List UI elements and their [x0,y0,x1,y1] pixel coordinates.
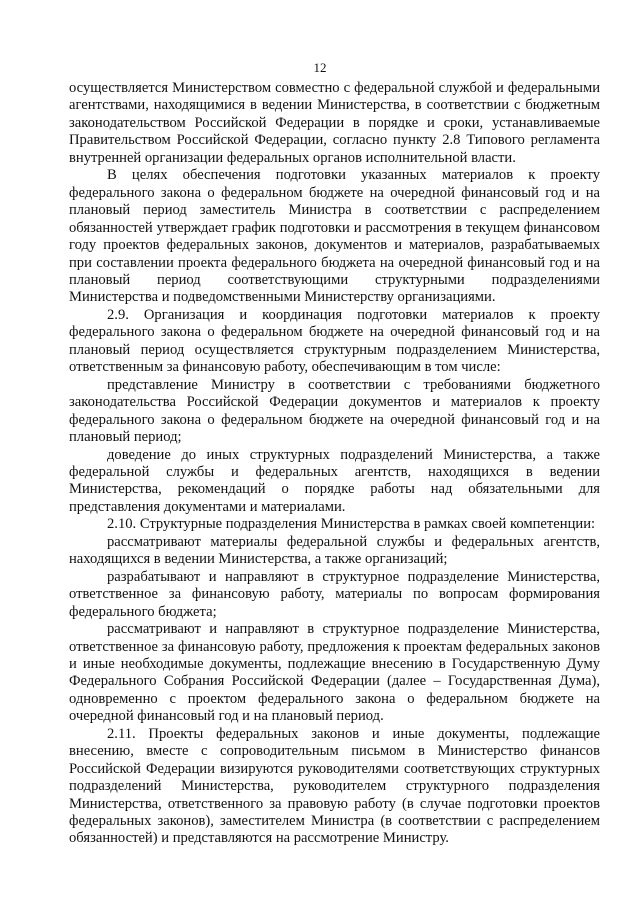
paragraph-continuation: осуществляется Министерством совместно с федеральной службой и федеральными агентствами, находящимися в ведении Министерства, в соответствии с бюджетным законодательством Российской Федерации в порядке и сроки, устанавливаемые Правительством Российской Федерации, согласно пункту 2.8 Типового регламента внутренней организации федеральных органов исполнительной власти. [69,80,600,166]
paragraph-clause-2-11: 2.11. Проекты федеральных законов и иные документы, подлежащие внесению, вместе с сопроводительным письмом в Министерство финансов Российской Федерации визируются руководителями соответствующих структурных подразделений Министерства, руководителем структурного подразделения Министерства, ответственного за правовую работу (в случае подготовки проектов федеральных законов), заместителем Министра (в соответствии с распределением обязанностей) и представляются на рассмотрение Министру. [69,725,600,847]
document-body [69,80,600,848]
page-number: 12 [313,60,327,75]
paragraph-clause-2-10: 2.10. Структурные подразделения Министерства в рамках своей компетенции: [107,516,596,533]
paragraph: представление Министру в соответствии с требованиями бюджетного законодательства Российской Федерации документов и материалов к проекту федерального закона о федеральном бюджете на очередной финансовый год и на плановый период; [69,376,600,446]
paragraph-clause-2-9: 2.9. Организация и координация подготовки материалов к проекту федерального закона о федеральном бюджете на очередной финансовый год и на плановый период осуществляется структурным подразделением Министерства, ответственным за финансовую работу, обеспечивающим в том числе: [69,306,600,376]
paragraph: доведение до иных структурных подразделений Министерства, а также федеральной службы и федеральных агентств, находящихся в ведении Министерства, рекомендаций о порядке работы над обязательными для представления документами и материалами. [69,446,600,515]
paragraph: рассматривают и направляют в структурное подразделение Министерства, ответственное за финансовую работу, предложения к проектам федеральных законов и иные необходимые документы, подлежащие внесению в Государственную Думу Федерального Собрания Российской Федерации (далее – Государственная Дума), одновременно с проектом федерального закона о федеральном бюджете на очередной финансовый год и на плановый период. [69,621,600,725]
paragraph: рассматривают материалы федеральной службы и федеральных агентств, находящихся в ведении Министерства, а также организаций; [69,533,600,568]
paragraph: В целях обеспечения подготовки указанных материалов к проекту федерального закона о федеральном бюджете на очередной финансовый год и на плановый период заместитель Министра в соответствии с распределением обязанностей утверждает график подготовки и рассмотрения в текущем финансовом году проектов федеральных законов, документов и материалов, разрабатываемых при составлении проекта федерального бюджета на очередной финансовый год и на плановый период соответствующими структурными подразделениями Министерства и подведомственными Министерству организациями. [69,167,600,306]
paragraph: разрабатывают и направляют в структурное подразделение Министерства, ответственное за финансовую работу, материалы по вопросам формирования федерального бюджета; [69,568,600,620]
